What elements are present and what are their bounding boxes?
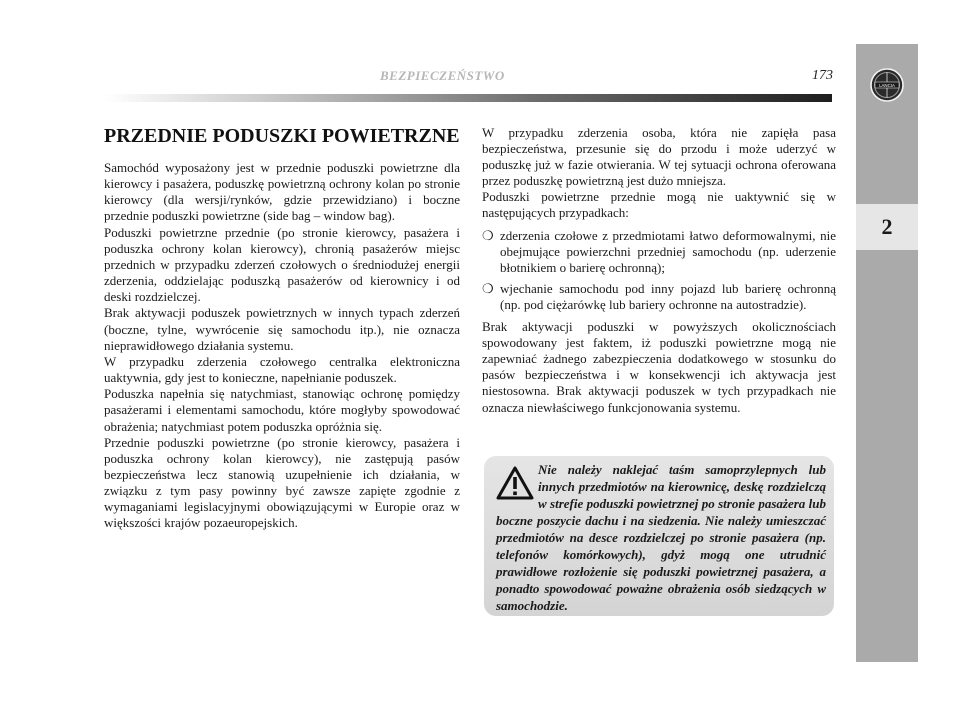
circle-bullet-icon: ❍ — [482, 227, 494, 243]
section-title: PRZEDNIE PODUSZKI POWIETRZNE — [104, 125, 460, 147]
logo-text: LANCIA — [879, 83, 895, 88]
paragraph: Poduszka napełnia się natychmiast, stanowiąc ochronę pomiędzy pasażerami i elementami samochodu, które mogłyby spowodować obrażenia; natychmiast potem poduszka opróżnia się. — [104, 386, 460, 434]
chapter-sidebar — [856, 44, 918, 662]
lancia-shield-logo-icon — [869, 68, 905, 102]
paragraph: Samochód wyposażony jest w przednie poduszki powietrzne dla kierowcy i pasażera, poduszkę powietrzną ochrony kolan po stronie kierowcy (dla wersji/rynków, gdzie przewidziano) i boczne przednie poduszki powietrzne (side bag – window bag). — [104, 160, 460, 224]
chapter-tab — [856, 204, 918, 250]
paragraph: Brak aktywacji poduszki w powyższych okolicznościach spowodowany jest faktem, iż poduszki powietrzne mogą nie zapewniać żadnego zabezpieczenia dodatkowego w stosunku do pasów bezpieczeństwa i w konsekwencji ich aktywacja jest niestosowna. Brak aktywacji poduszek w tych przypadkach nie oznacza niewłaściwego funkcjonowania systemu. — [482, 319, 836, 415]
paragraph: Poduszki powietrzne przednie (po stronie kierowcy, pasażera i poduszka ochrony kolan kierowcy), chronią pasażerów miejsc przednich w przypadku zderzeń czołowych o średniodużej energii zderzenia, oddzielając poduszką pasażerów od kierownicy i od deski rozdzielczej. — [104, 224, 460, 305]
bullet-list — [482, 228, 836, 313]
paragraph: W przypadku zderzenia czołowego centralka elektroniczna uaktywnia, gdy jest to konieczne, napełnianie poduszek. — [104, 353, 460, 386]
paragraph: W przypadku zderzenia osoba, która nie zapięła pasa bezpieczeństwa, przesunie się do przodu i może uderzyć w poduszkę już w fazie otwierania. W tej sytuacji ochrona oferowana przez poduszkę powietrzną jest dużo mniejsza. — [482, 125, 836, 189]
paragraph: Przednie poduszki powietrzne (po stronie kierowcy, pasażera i poduszka ochrony kolan kierowcy), nie zastępują pasów bezpieczeństwa lecz stanowią uzupełnienie ich działania, w związku z tym pasy powinny być zawsze zapięte zgodnie z wymaganiami legislacyjnymi obowiązującymi w Europie oraz w większości krajów pozaeuropejskich. — [104, 434, 460, 531]
circle-bullet-icon: ❍ — [482, 280, 494, 296]
list-item-text: zderzenia czołowe z przedmiotami łatwo deformowalnymi, nie obejmujące powierzchni przedniej samochodu (np. uderzenie błotnikiem o barierę ochronną); — [500, 227, 836, 275]
section-header-title: BEZPIECZEŃSTWO — [380, 68, 505, 83]
list-item — [482, 281, 836, 313]
header-rule — [104, 94, 832, 102]
list-item-text: wjechanie samochodu pod inny pojazd lub barierę ochronną (np. pod ciężarówkę lub bariery ochronne na autostradzie). — [500, 280, 836, 312]
page-number: 173 — [812, 68, 833, 83]
left-column — [104, 124, 460, 532]
paragraph: Brak aktywacji poduszek powietrznych w innych typach zderzeń (boczne, tylne, wywrócenie się samochodu itp.), nie oznacza nieprawidłowego działania systemu. — [104, 305, 460, 353]
chapter-number: 2 — [881, 214, 893, 239]
right-column — [482, 125, 836, 416]
paragraph: Poduszki powietrzne przednie mogą nie uaktywnić się w następujących przypadkach: — [482, 189, 836, 221]
warning-text: Nie należy naklejać taśm samoprzylepnych lub innych przedmiotów na kierownicę, deskę rozdzielczą w strefie poduszki powietrznej po stronie pasażera lub boczne poszycie dachu i na siedzenia. Nie należy umieszczać przedmiotów na desce rozdzielczej po stronie pasażera (np. telefonów komórkowych), gdyż mogą one utrudnić prawidłowe rozłożenie się poduszki powietrznej pasażera, a ponadto spowodować poważne obrażenia osób siedzących w samochodzie. — [496, 462, 826, 613]
list-item — [482, 228, 836, 276]
